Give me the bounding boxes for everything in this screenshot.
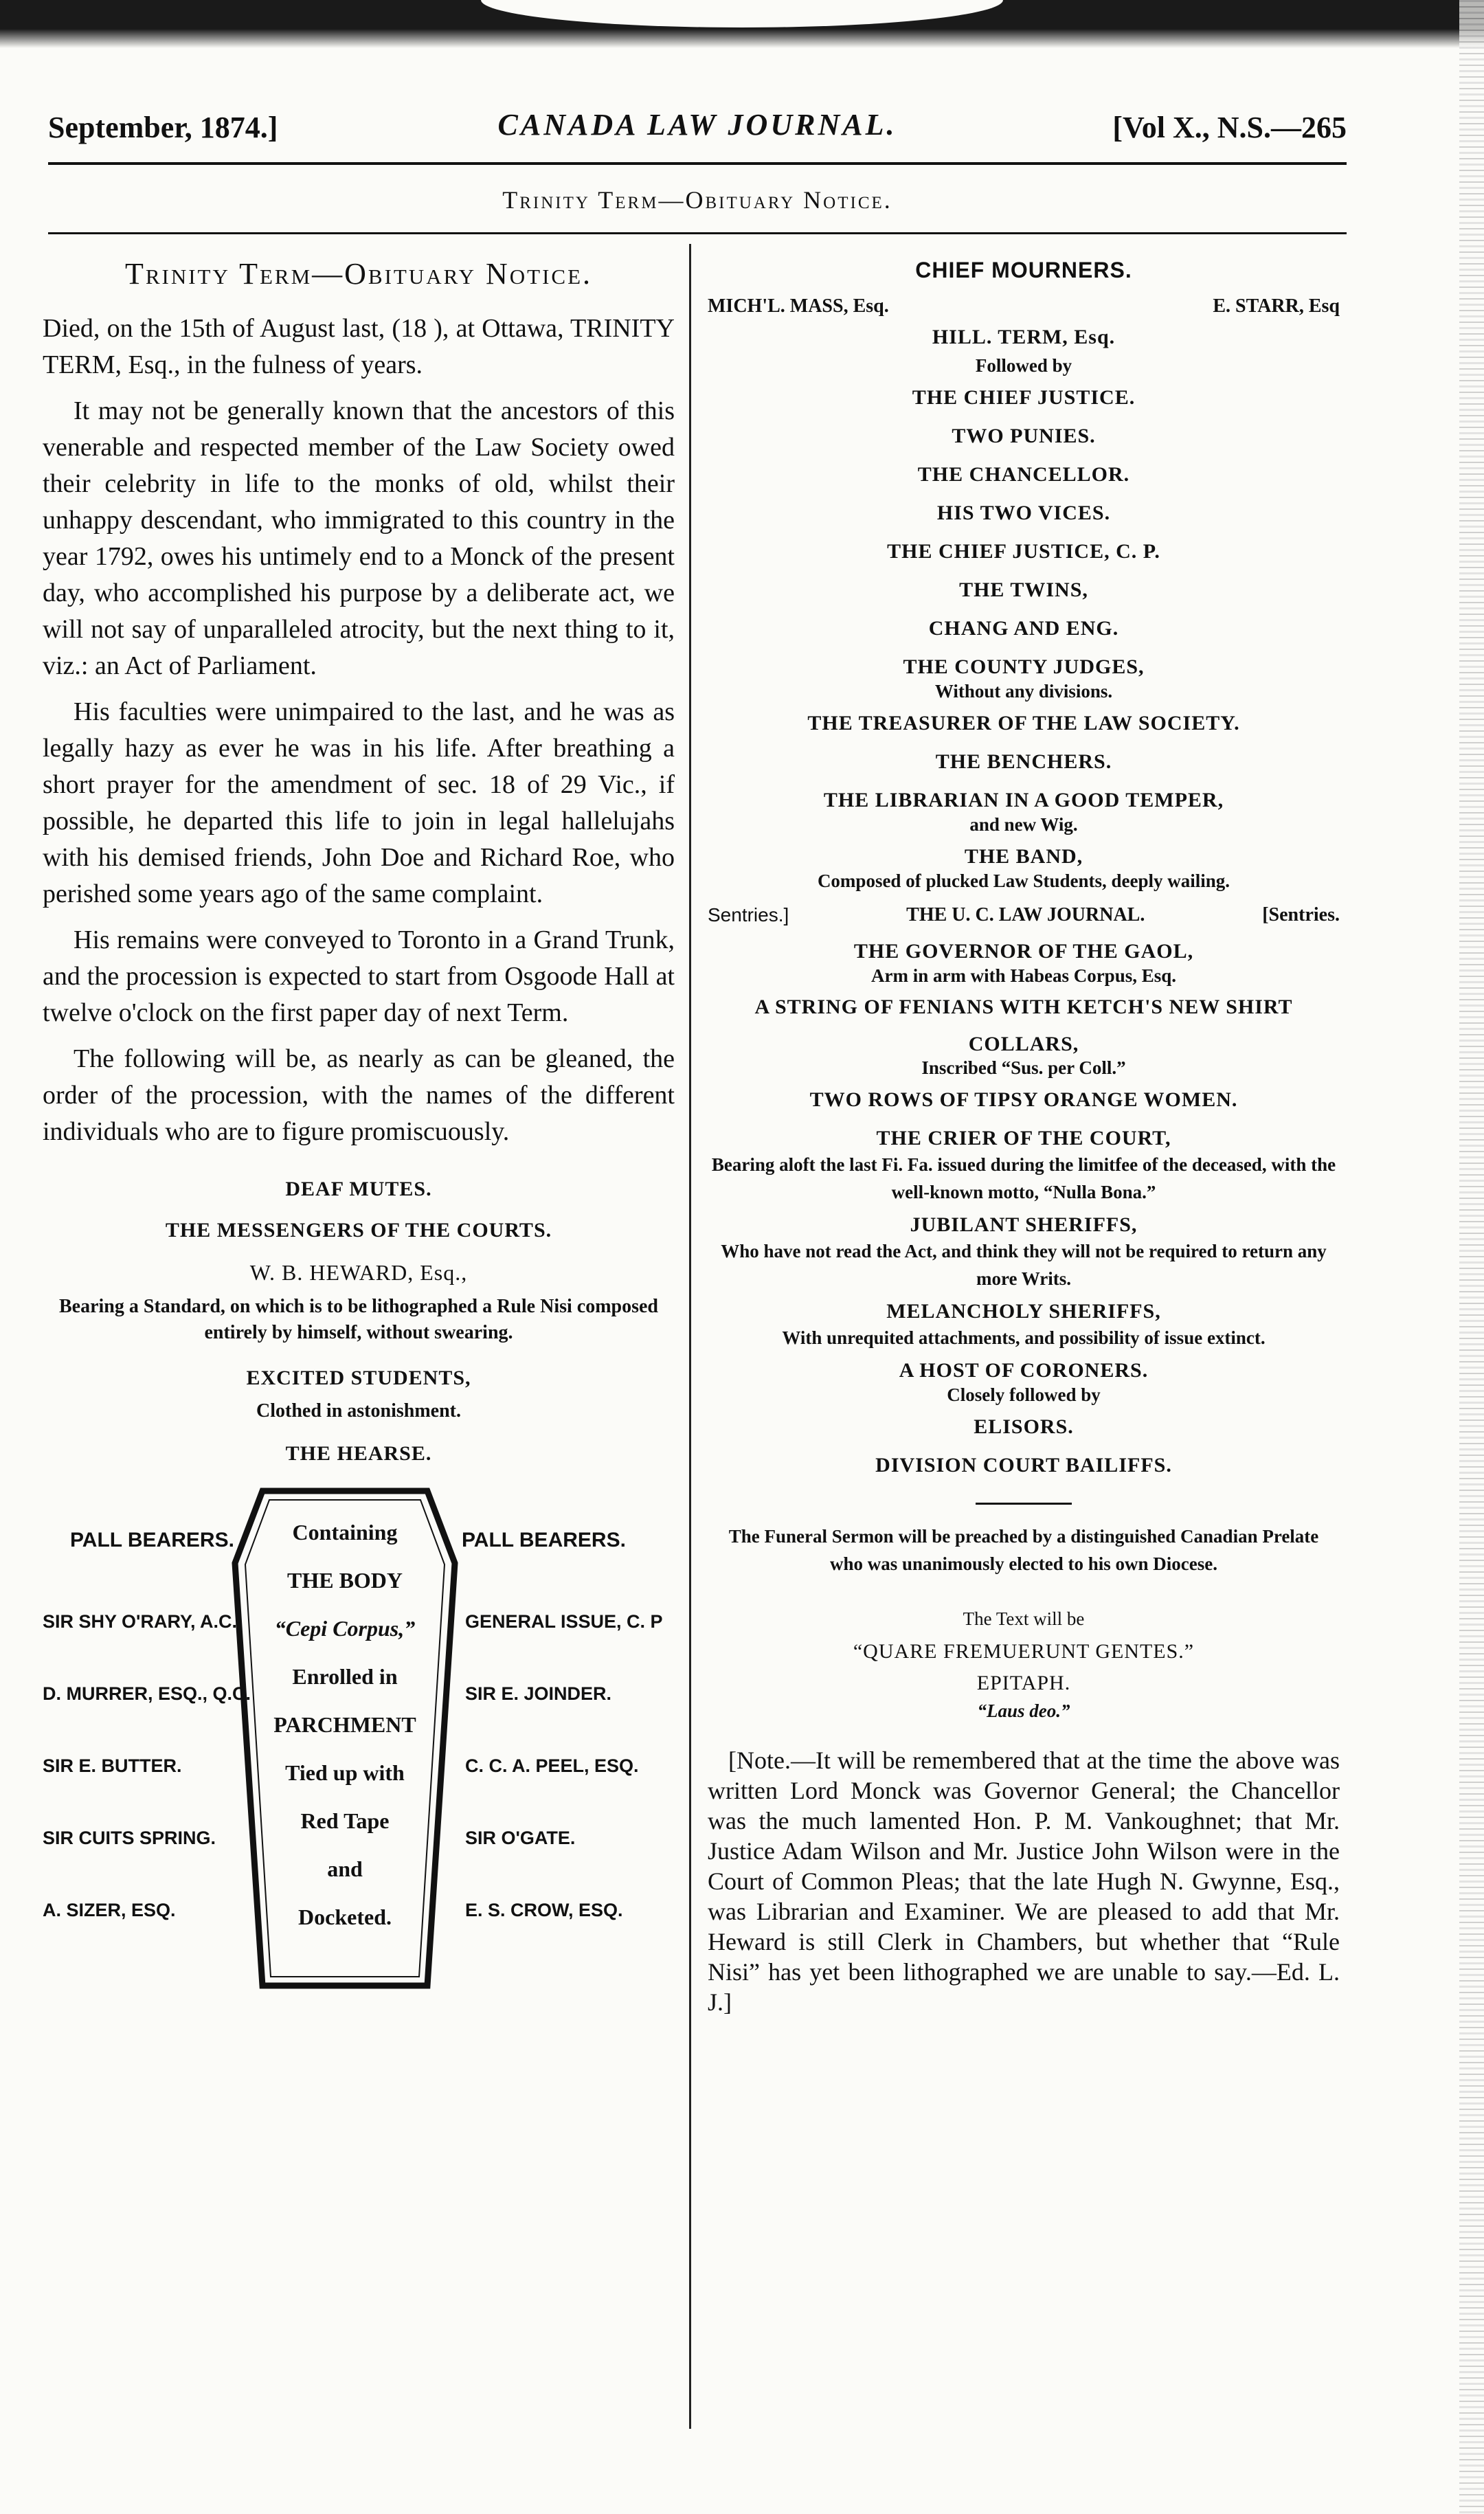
editor-note: [Note.—It will be remembered that at the time the above was written Lord Monck was Governor General; the Chancellor was the much lamented Hon. P. M. Vankoughnet; that Mr. Justice Adam Wilson and Mr. Justice John Wilson were in the Court of Common Pleas; that the late Hugh N. Gwynne, Esq., was Librarian and Examiner. We are pleased to add that Mr. Heward is still Clerk in Chambers, but whether that “Rule Nisi” has yet been lithographed we are unable to say.—Ed. L. J.]: [708, 1747, 1340, 2016]
procession-item: MELANCHOLY SHERIFFS,: [886, 1300, 1161, 1323]
pall-left-2: D. MURRER, ESQ., Q.C.: [43, 1683, 251, 1704]
epitaph-text: “Laus deo.”: [977, 1701, 1070, 1721]
procession-item: ELISORS.: [974, 1415, 1074, 1438]
hearse-title: THE HEARSE.: [285, 1442, 432, 1465]
procession-item: A HOST OF CORONERS.: [899, 1359, 1149, 1382]
procession-item: THE COUNTY JUDGES,: [903, 655, 1145, 678]
text-intro: The Text will be: [963, 1608, 1085, 1629]
pall-right-4: SIR O'GATE.: [465, 1828, 576, 1848]
pall-right-2: SIR E. JOINDER.: [465, 1683, 612, 1704]
pall-right-1: GENERAL ISSUE, C. P: [465, 1611, 663, 1632]
coffin-line-9: Docketed.: [298, 1905, 392, 1929]
chief-mourners: CHIEF MOURNERS.: [915, 258, 1132, 282]
pall-left-5: A. SIZER, ESQ.: [43, 1900, 176, 1920]
paragraph-4: His remains were conveyed to Toronto in a Grand Trunk, and the procession is expected to start from Osgoode Hall at twelve o'clock on the first paper day of next Term.: [43, 925, 675, 1027]
procession-item: TWO PUNIES.: [952, 425, 1096, 447]
pall-right-5: E. S. CROW, ESQ.: [465, 1900, 623, 1920]
procession-item: CHANG AND ENG.: [928, 617, 1119, 640]
sentries-right: [Sentries.: [1262, 904, 1340, 925]
procession-item: THE CHIEF JUSTICE, C. P.: [887, 540, 1160, 563]
messengers: THE MESSENGERS OF THE COURTS.: [165, 1219, 552, 1242]
procession-subtext: Without any divisions.: [934, 681, 1113, 702]
procession-subtext: Inscribed “Sus. per Coll.”: [921, 1057, 1126, 1078]
coffin-line-7: Red Tape: [300, 1808, 390, 1833]
mourner-right: E. STARR, Esq: [1213, 295, 1340, 317]
procession-item: THE BENCHERS.: [935, 750, 1112, 773]
mourner-left: MICH'L. MASS, Esq.: [708, 295, 889, 317]
students-description: Clothed in astonishment.: [256, 1400, 461, 1422]
hearse-diagram: [43, 1474, 675, 2037]
procession-subtext: With unrequited attachments, and possibility of issue extinct.: [782, 1327, 1266, 1348]
epitaph-title: EPITAPH.: [976, 1672, 1071, 1694]
heward-name: W. B. HEWARD, Esq.,: [249, 1260, 468, 1285]
coffin-line-2: THE BODY: [286, 1568, 403, 1593]
procession-item: HIS TWO VICES.: [936, 502, 1111, 524]
procession-item: A STRING OF FENIANS WITH KETCH'S NEW SHIRT COLLARS,: [754, 996, 1293, 1055]
procession-subtext: and new Wig.: [969, 814, 1078, 835]
section-title: Trinity Term—Obituary Notice.: [502, 186, 892, 214]
coffin-line-4: Enrolled in: [292, 1664, 398, 1689]
heward-description: Bearing a Standard, on which is to be lithographed a Rule Nisi composed entirely by himself, without swearing.: [59, 1296, 658, 1343]
paragraph-1: Died, on the 15th of August last, (18 ), at Ottawa, TRINITY TERM, Esq., in the fulness of years.: [43, 314, 675, 379]
header-rule: [48, 162, 1347, 165]
paragraph-3: His faculties were unimpaired to the last, and he was as legally hazy as ever he was in his life. After breathing a short prayer for the amendment of sec. 18 of 29 Vic., if possible, he departed this life to join in legal hallelujahs with his demised friends, John Doe and Richard Roe, who perished some years ago of the same complaint.: [43, 697, 675, 908]
article-title: Trinity Term—Obituary Notice.: [124, 257, 593, 291]
paragraph-5: The following will be, as nearly as can be gleaned, the order of the procession, with the names of the different individuals who are to figure promiscuously.: [43, 1044, 675, 1146]
left-column: [43, 251, 675, 2037]
header-volume: [Vol X., N.S.—265: [1112, 111, 1347, 144]
pall-bearers-right-label: PALL BEARERS.: [462, 1529, 626, 1551]
mourner-center: HILL. TERM, Esq.: [932, 326, 1116, 348]
coffin-line-6: Tied up with: [285, 1760, 405, 1785]
procession-subtext: Arm in arm with Habeas Corpus, Esq.: [870, 965, 1177, 986]
header-date: September, 1874.]: [48, 111, 278, 144]
section-rule: [976, 1503, 1072, 1505]
procession-item: THE LIBRARIAN IN A GOOD TEMPER,: [823, 789, 1224, 811]
procession-item: THE CHANCELLOR.: [917, 463, 1130, 486]
procession-item: TWO ROWS OF TIPSY ORANGE WOMEN.: [809, 1088, 1238, 1111]
header-journal-title: CANADA LAW JOURNAL.: [497, 108, 897, 142]
deaf-mutes: DEAF MUTES.: [285, 1178, 432, 1200]
procession-item: THE CRIER OF THE COURT,: [876, 1127, 1171, 1149]
coffin-line-3: “Cepi Corpus,”: [274, 1616, 416, 1641]
right-column: [708, 251, 1340, 2042]
scan-right-edge: [1459, 0, 1484, 2514]
text-quote: “QUARE FREMUERUNT GENTES.”: [853, 1640, 1195, 1663]
coffin-line-1: Containing: [292, 1520, 398, 1545]
students: EXCITED STUDENTS,: [246, 1367, 471, 1389]
paragraph-2: It may not be generally known that the ancestors of this venerable and respected member of the Law Society owed their celebrity in life to the monks of old, whilst their unhappy descendant, who immigrated to this country in the year 1792, owes his untimely end to a Monck of the present day, who accomplished his purpose by a deliberate act, we will not say of unparalleled atrocity, but the next thing to it, viz.: an Act of Parliament.: [43, 396, 675, 680]
procession-item: THE TREASURER OF THE LAW SOCIETY.: [807, 712, 1240, 734]
sentries-row: [708, 898, 1340, 932]
coffin-line-5: PARCHMENT: [273, 1712, 416, 1737]
procession-item: THE TWINS,: [959, 579, 1088, 601]
coffin-line-8: and: [327, 1856, 363, 1881]
procession-subtext: Bearing aloft the last Fi. Fa. issued during the limitfee of the deceased, with the well-known motto, “Nulla Bona.”: [711, 1154, 1336, 1202]
procession-subtext: Composed of plucked Law Students, deeply wailing.: [817, 871, 1230, 891]
sentries-left: Sentries.]: [708, 904, 789, 925]
procession-subtext: Closely followed by: [947, 1384, 1101, 1405]
procession-subtext: Who have not read the Act, and think they will not be required to return any more Writs.: [721, 1241, 1327, 1289]
pall-left-3: SIR E. BUTTER.: [43, 1755, 182, 1776]
pall-bearers-left-label: PALL BEARERS.: [70, 1529, 234, 1551]
pall-right-3: C. C. A. PEEL, ESQ.: [465, 1755, 639, 1776]
subhead-rule: [48, 232, 1347, 234]
procession-item: DIVISION COURT BAILIFFS.: [875, 1454, 1172, 1477]
law-journal: THE U. C. LAW JOURNAL.: [906, 904, 1145, 925]
running-header: [48, 102, 1347, 157]
followed-by: Followed by: [975, 355, 1072, 376]
procession-list-2: [708, 932, 1340, 1485]
procession-item: THE BAND,: [964, 845, 1083, 868]
procession-item: THE CHIEF JUSTICE.: [912, 386, 1136, 409]
pall-left-4: SIR CUITS SPRING.: [43, 1828, 216, 1848]
coffin: [232, 1488, 458, 1989]
procession-list-1: [708, 379, 1340, 894]
funeral-sermon: The Funeral Sermon will be preached by a distinguished Canadian Prelate who was unanimously elected to his own Diocese.: [728, 1526, 1319, 1574]
procession-item: JUBILANT SHERIFFS,: [910, 1213, 1138, 1236]
pall-left-1: SIR SHY O'RARY, A.C.: [43, 1611, 237, 1632]
coffin-inscription: [252, 1508, 438, 1941]
procession-item: THE GOVERNOR OF THE GAOL,: [853, 940, 1194, 963]
column-divider: [689, 244, 691, 2429]
